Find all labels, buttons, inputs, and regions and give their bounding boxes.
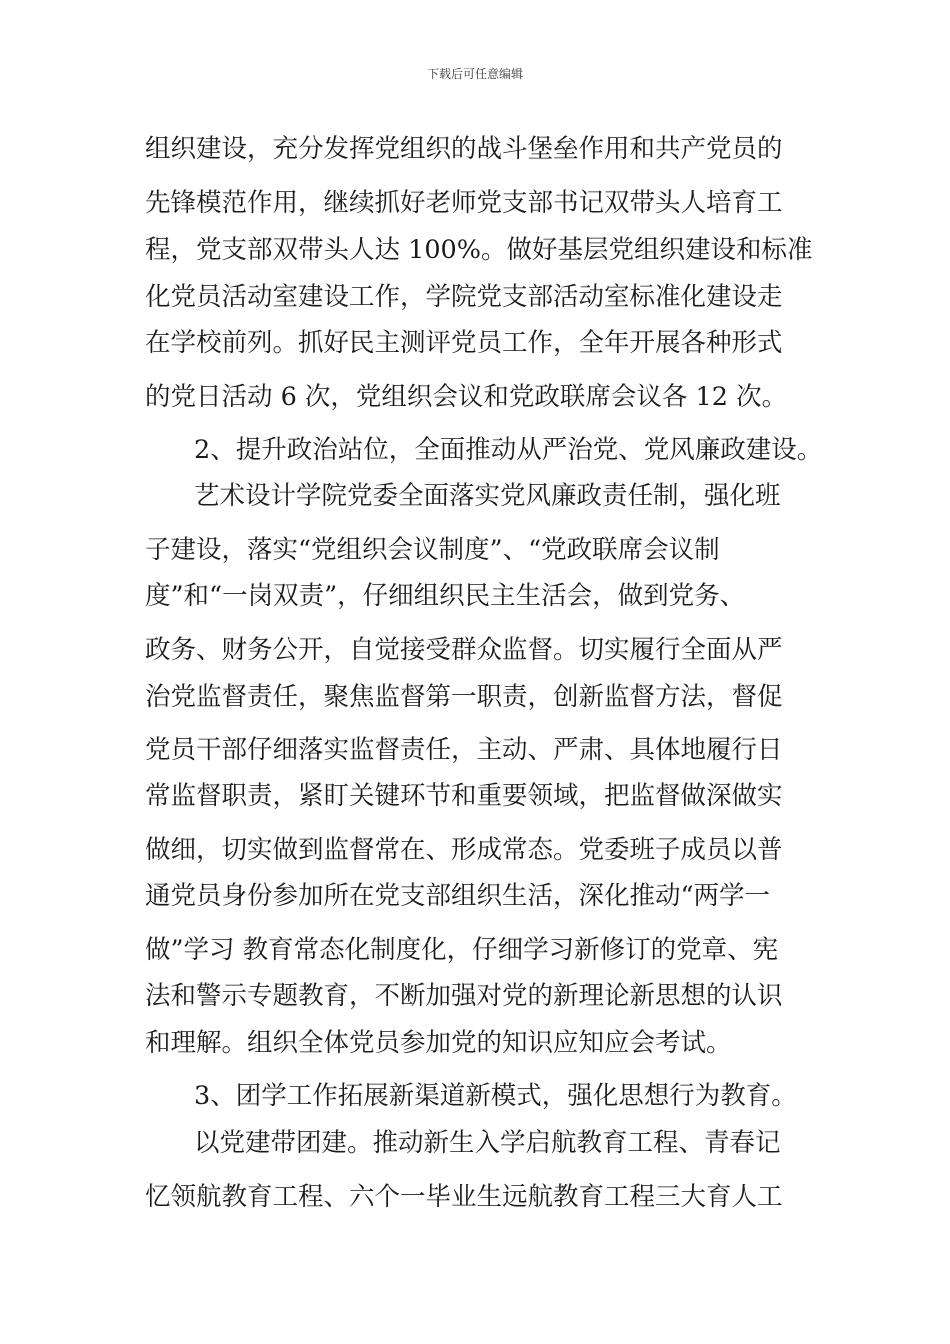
paragraph-line: 做细，切实做到监督常在、形成常态。党委班子成员以普 xyxy=(145,835,783,865)
paragraph-line: 做”学习 教育常态化制度化，仔细学习新修订的党章、宪 xyxy=(145,935,779,965)
paragraph-line: 政务、财务公开，自觉接受群众监督。切实履行全面从严 xyxy=(145,635,783,665)
paragraph-line: 组织建设，充分发挥党组织的战斗堡垒作用和共产党员的 xyxy=(145,134,783,164)
paragraph-line: 先锋模范作用，继续抓好老师党支部书记双带头人培育工 xyxy=(145,188,783,218)
paragraph-line: 和理解。组织全体党员参加党的知识应知应会考试。 xyxy=(145,1028,732,1058)
paragraph-line: 忆领航教育工程、六个一毕业生远航教育工程三大育人工 xyxy=(145,1182,783,1212)
page-header-note: 下载后可任意编辑 xyxy=(426,67,523,81)
paragraph-line: 艺术设计学院党委全面落实党风廉政责任制，强化班 xyxy=(194,481,781,511)
paragraph-line: 在学校前列。抓好民主测评党员工作，全年开展各种形式 xyxy=(145,328,783,358)
paragraph-line: 程，党支部双带头人达 100%。做好基层党组织建设和标准 xyxy=(145,235,813,265)
paragraph-line: 化党员活动室建设工作，学院党支部活动室标准化建设走 xyxy=(145,282,783,312)
paragraph-line: 党员干部仔细落实监督责任，主动、严肃、具体地履行日 xyxy=(145,735,783,765)
paragraph-line: 通党员身份参加所在党支部组织生活，深化推动“两学一 xyxy=(145,881,771,911)
paragraph-line: 度”和“一岗双责”，仔细组织民主生活会，做到党务、 xyxy=(145,581,746,611)
paragraph-line: 法和警示专题教育，不断加强对党的新理论新思想的认识 xyxy=(145,981,783,1011)
paragraph-line: 以党建带团建。推动新生入学启航教育工程、青春记 xyxy=(194,1128,781,1158)
paragraph-line: 子建设，落实“党组织会议制度”、“党政联席会议制 xyxy=(145,535,720,565)
section-heading-2: 2、提升政治站位，全面推动从严治党、党风廉政建设。 xyxy=(194,435,823,465)
section-heading-3: 3、团学工作拓展新渠道新模式，强化思想行为教育。 xyxy=(194,1081,797,1111)
paragraph-line: 治党监督责任，聚焦监督第一职责，创新监督方法，督促 xyxy=(145,682,783,712)
paragraph-line: 常监督职责，紧盯关键环节和重要领域，把监督做深做实 xyxy=(145,781,783,811)
paragraph-line: 的党日活动 6 次，党组织会议和党政联席会议各 12 次。 xyxy=(145,382,788,412)
